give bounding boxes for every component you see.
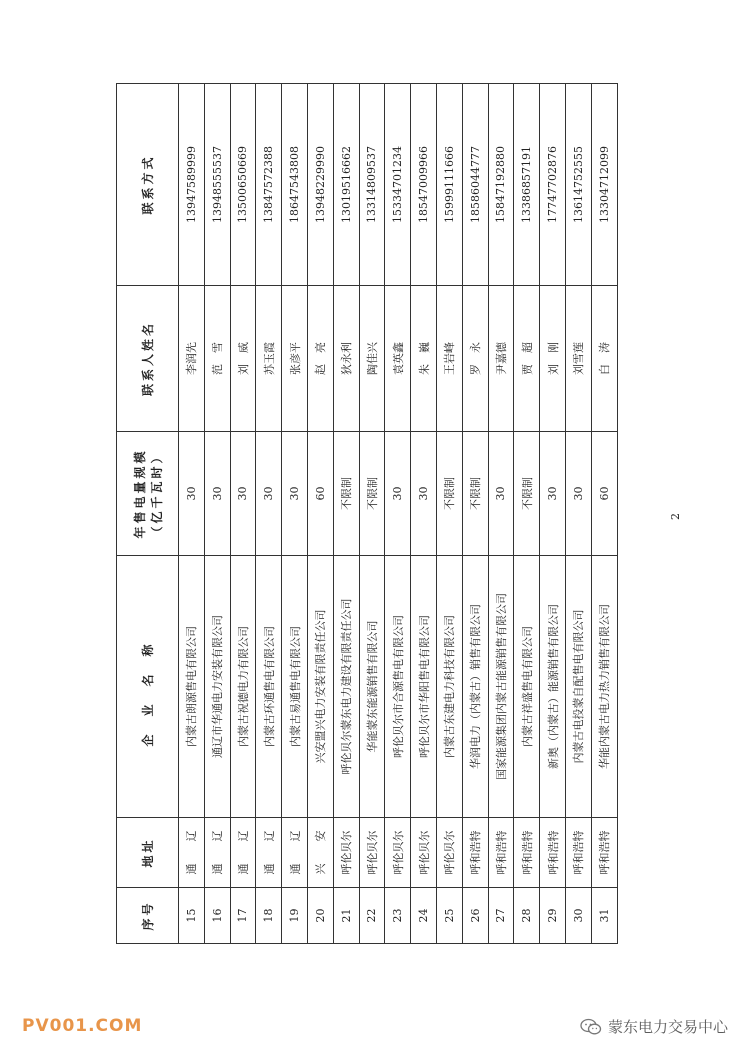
cell-contact-person: 赵 亮 [307, 286, 333, 432]
cell-company: 内蒙古祥盛售电有限公司 [514, 556, 540, 818]
cell-company: 兴安盟兴电力安装有限责任公司 [307, 556, 333, 818]
cell-seq: 22 [359, 888, 385, 944]
cell-phone: 15999111666 [436, 84, 462, 286]
table-row [333, 84, 359, 944]
cell-company: 华能内蒙古电力热力销售有限公司 [591, 556, 617, 818]
cell-seq: 30 [565, 888, 591, 944]
table-row [488, 84, 514, 944]
cell-phone: 13500650669 [230, 84, 256, 286]
page-number: 2 [669, 513, 682, 520]
table-row [230, 84, 256, 944]
table-row [436, 84, 462, 944]
cell-company: 内蒙古电投蒙自配售电有限公司 [565, 556, 591, 818]
table-row [591, 84, 617, 944]
cell-phone: 13304712099 [591, 84, 617, 286]
header-company: 企业名称 [117, 556, 179, 818]
cell-company: 华能蒙东能源销售有限公司 [359, 556, 385, 818]
cell-capacity: 30 [230, 432, 256, 556]
cell-phone: 13947589999 [179, 84, 205, 286]
cell-seq: 24 [411, 888, 437, 944]
cell-phone: 18586044777 [462, 84, 488, 286]
cell-contact-person: 刘 刚 [540, 286, 566, 432]
cell-seq: 28 [514, 888, 540, 944]
cell-contact-person: 李润先 [179, 286, 205, 432]
cell-phone: 17747702876 [540, 84, 566, 286]
cell-address: 呼和浩特 [488, 818, 514, 888]
cell-address: 通 辽 [204, 818, 230, 888]
cell-phone: 13314809537 [359, 84, 385, 286]
cell-phone: 13614752555 [565, 84, 591, 286]
table-header [117, 84, 179, 944]
cell-address: 呼伦贝尔 [385, 818, 411, 888]
cell-seq: 25 [436, 888, 462, 944]
cell-seq: 26 [462, 888, 488, 944]
table-row [359, 84, 385, 944]
cell-phone: 13948229990 [307, 84, 333, 286]
cell-phone: 18647543808 [282, 84, 308, 286]
cell-contact-person: 狄永利 [333, 286, 359, 432]
table-rotated-container [116, 84, 610, 944]
cell-address: 呼和浩特 [565, 818, 591, 888]
cell-contact-person: 苏玉霞 [256, 286, 282, 432]
table-row [256, 84, 282, 944]
table-row [282, 84, 308, 944]
cell-address: 呼和浩特 [540, 818, 566, 888]
cell-seq: 27 [488, 888, 514, 944]
cell-capacity: 不限制 [359, 432, 385, 556]
cell-company: 内蒙古朗源售电有限公司 [179, 556, 205, 818]
wechat-icon [580, 1018, 602, 1036]
cell-company: 呼伦贝尔蒙东电力建设有限责任公司 [333, 556, 359, 818]
cell-capacity: 不限制 [462, 432, 488, 556]
watermark-site: PV001.COM [22, 1016, 143, 1036]
cell-company: 华润电力（内蒙古）销售有限公司 [462, 556, 488, 818]
cell-capacity: 30 [488, 432, 514, 556]
header-seq: 序号 [117, 888, 179, 944]
cell-address: 呼和浩特 [514, 818, 540, 888]
table-body [179, 84, 618, 944]
table-row [204, 84, 230, 944]
cell-phone: 15334701234 [385, 84, 411, 286]
cell-company: 国家能源集团内蒙古能源销售有限公司 [488, 556, 514, 818]
cell-capacity: 30 [565, 432, 591, 556]
cell-address: 呼伦贝尔 [436, 818, 462, 888]
cell-address: 呼伦贝尔 [411, 818, 437, 888]
cell-company: 呼伦贝尔市合源售电有限公司 [385, 556, 411, 818]
watermark-account [580, 1016, 728, 1037]
cell-contact-person: 朱 巍 [411, 286, 437, 432]
header-contact: 联系方式 [117, 84, 179, 286]
cell-capacity: 30 [540, 432, 566, 556]
table-row [514, 84, 540, 944]
cell-phone: 13386857191 [514, 84, 540, 286]
cell-contact-person: 白 涛 [591, 286, 617, 432]
cell-seq: 17 [230, 888, 256, 944]
cell-phone: 15847192880 [488, 84, 514, 286]
cell-contact-person: 刘雪莲 [565, 286, 591, 432]
cell-address: 呼和浩特 [591, 818, 617, 888]
table-row [385, 84, 411, 944]
cell-capacity: 60 [591, 432, 617, 556]
cell-company: 内蒙古东建电力科技有限公司 [436, 556, 462, 818]
cell-capacity: 不限制 [436, 432, 462, 556]
cell-seq: 20 [307, 888, 333, 944]
cell-capacity: 30 [282, 432, 308, 556]
header-contact-person: 联系人姓名 [117, 286, 179, 432]
header-capacity-line1: 年售电量规模 [132, 448, 147, 539]
table-row [179, 84, 205, 944]
cell-capacity: 30 [411, 432, 437, 556]
cell-address: 通 辽 [282, 818, 308, 888]
cell-company: 内蒙古易通售电有限公司 [282, 556, 308, 818]
table-row [462, 84, 488, 944]
cell-seq: 19 [282, 888, 308, 944]
cell-contact-person: 罗 永 [462, 286, 488, 432]
cell-capacity: 30 [256, 432, 282, 556]
cell-capacity: 30 [385, 432, 411, 556]
cell-company: 呼伦贝尔市华阳售电有限公司 [411, 556, 437, 818]
cell-contact-person: 刘 威 [230, 286, 256, 432]
cell-seq: 15 [179, 888, 205, 944]
cell-contact-person: 贾 超 [514, 286, 540, 432]
cell-contact-person: 张彦平 [282, 286, 308, 432]
cell-contact-person: 范 雪 [204, 286, 230, 432]
cell-phone: 13847572388 [256, 84, 282, 286]
cell-seq: 29 [540, 888, 566, 944]
cell-company: 新奥（内蒙古）能源销售有限公司 [540, 556, 566, 818]
cell-company: 内蒙古环通售电有限公司 [256, 556, 282, 818]
table-row [411, 84, 437, 944]
table-row [540, 84, 566, 944]
table-row [565, 84, 591, 944]
header-row [117, 84, 179, 944]
company-table [116, 83, 618, 944]
cell-address: 呼伦贝尔 [359, 818, 385, 888]
cell-company: 通辽市华通电力安装有限公司 [204, 556, 230, 818]
cell-phone: 13948555537 [204, 84, 230, 286]
header-capacity-line2: （亿千瓦时） [149, 448, 164, 539]
watermark-account-name: 蒙东电力交易中心 [607, 1018, 728, 1036]
cell-capacity: 不限制 [333, 432, 359, 556]
cell-address: 通 辽 [179, 818, 205, 888]
cell-address: 呼伦贝尔 [333, 818, 359, 888]
cell-contact-person: 王岩峰 [436, 286, 462, 432]
header-capacity [117, 432, 179, 556]
cell-address: 呼和浩特 [462, 818, 488, 888]
cell-seq: 21 [333, 888, 359, 944]
cell-address: 通 辽 [256, 818, 282, 888]
cell-contact-person: 袁英鑫 [385, 286, 411, 432]
cell-capacity: 30 [204, 432, 230, 556]
cell-capacity: 不限制 [514, 432, 540, 556]
cell-seq: 23 [385, 888, 411, 944]
cell-contact-person: 陶佳兴 [359, 286, 385, 432]
cell-seq: 18 [256, 888, 282, 944]
cell-seq: 16 [204, 888, 230, 944]
cell-phone: 13019516662 [333, 84, 359, 286]
cell-capacity: 60 [307, 432, 333, 556]
cell-seq: 31 [591, 888, 617, 944]
header-address: 地址 [117, 818, 179, 888]
table-row [307, 84, 333, 944]
cell-phone: 18547009966 [411, 84, 437, 286]
cell-address: 兴 安 [307, 818, 333, 888]
cell-contact-person: 尹嘉德 [488, 286, 514, 432]
cell-address: 通 辽 [230, 818, 256, 888]
cell-capacity: 30 [179, 432, 205, 556]
cell-company: 内蒙古祝德电力有限公司 [230, 556, 256, 818]
